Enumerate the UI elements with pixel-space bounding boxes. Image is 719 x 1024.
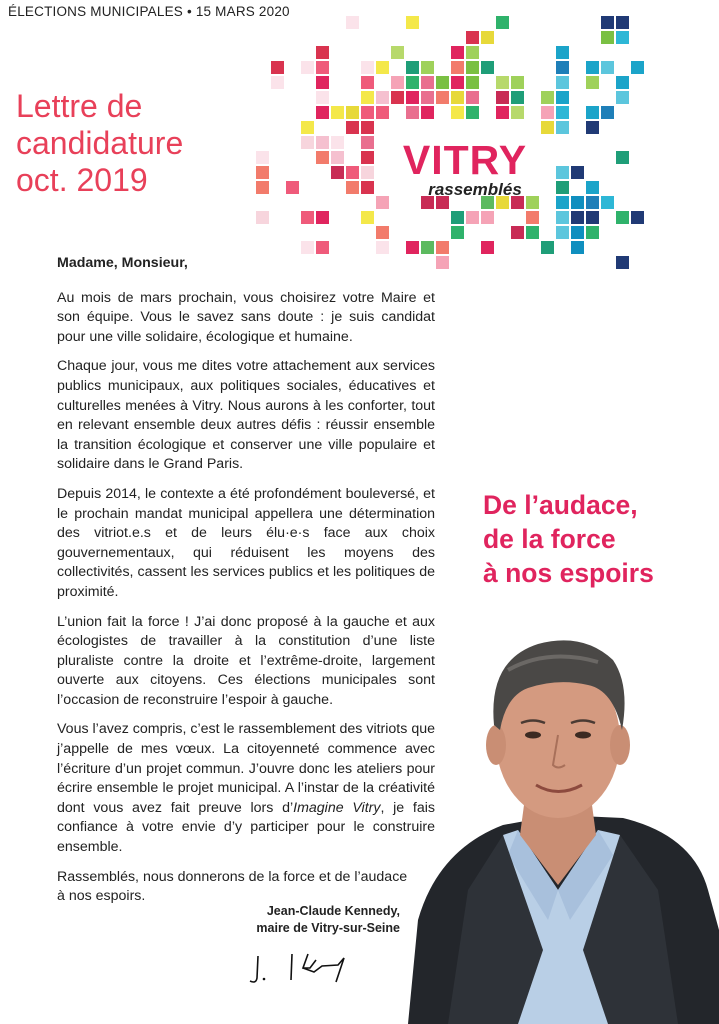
- signatory-name: Jean-Claude Kennedy,: [266, 904, 400, 918]
- campaign-logo: [385, 137, 545, 200]
- mosaic-tile: [376, 106, 389, 119]
- mosaic-tile: [586, 211, 599, 224]
- logo-wordmark: VITRY: [402, 137, 528, 183]
- title-line-3: oct. 2019: [16, 162, 148, 198]
- mosaic-tile: [316, 151, 329, 164]
- mosaic-tile: [316, 46, 329, 59]
- mosaic-tile: [571, 241, 584, 254]
- mosaic-tile: [451, 211, 464, 224]
- mosaic-tile: [436, 256, 449, 269]
- letter-paragraph: Chaque jour, vous me dites votre attachement aux services publics municipaux, aux politiques sociales, éducatives et culturelles menées à Vitry. Nous aurons à les conforter, tout en relevant ensemble deux autres défis : réussir ensemble la transition écologique et conserver une ville populaire et solidaire dans le Grand Paris.: [57, 358, 435, 473]
- paragraph-text: , je fais confiance à votre envie d’y participer pour le construire ensemble.: [57, 799, 435, 856]
- mosaic-tile: [556, 106, 569, 119]
- mosaic-tile: [391, 91, 404, 104]
- mosaic-tile: [256, 166, 269, 179]
- mosaic-tile: [511, 106, 524, 119]
- mosaic-tile: [571, 226, 584, 239]
- mosaic-tile: [601, 31, 614, 44]
- mosaic-tile: [316, 76, 329, 89]
- mosaic-tile: [316, 61, 329, 74]
- mosaic-tile: [556, 196, 569, 209]
- mosaic-tile: [451, 61, 464, 74]
- mosaic-tile: [556, 226, 569, 239]
- mosaic-tile: [376, 61, 389, 74]
- mosaic-tile: [271, 61, 284, 74]
- mosaic-tile: [436, 91, 449, 104]
- signature-block: [200, 903, 400, 937]
- mosaic-tile: [361, 151, 374, 164]
- mosaic-tile: [406, 16, 419, 29]
- mosaic-tile: [586, 61, 599, 74]
- mosaic-tile: [436, 76, 449, 89]
- mosaic-tile: [466, 76, 479, 89]
- mosaic-tile: [526, 226, 539, 239]
- mosaic-tile: [466, 91, 479, 104]
- closing-line-1: Rassemblés, nous donnerons de la force et de l’audace: [57, 868, 408, 885]
- handwritten-signature: [248, 948, 363, 988]
- mosaic-tile: [421, 76, 434, 89]
- mosaic-tile: [331, 136, 344, 149]
- mosaic-tile: [631, 61, 644, 74]
- mosaic-tile: [301, 241, 314, 254]
- project-name: Imagine Vitry: [293, 799, 381, 816]
- pixel-mosaic-logo: [255, 0, 655, 270]
- mosaic-tile: [361, 121, 374, 134]
- mosaic-tile: [541, 241, 554, 254]
- mosaic-tile: [421, 91, 434, 104]
- mosaic-tile: [466, 61, 479, 74]
- mosaic-tile: [331, 106, 344, 119]
- mosaic-tile: [526, 211, 539, 224]
- slogan-line-3: à nos espoirs: [483, 558, 654, 588]
- mosaic-tile: [421, 241, 434, 254]
- mosaic-tile: [556, 166, 569, 179]
- campaign-slogan: [483, 488, 654, 590]
- mosaic-tile: [511, 91, 524, 104]
- mosaic-tile: [406, 241, 419, 254]
- logo-tagline: rassemblés: [428, 180, 522, 199]
- mosaic-tile: [541, 121, 554, 134]
- mosaic-tile: [586, 226, 599, 239]
- title-line-1: Lettre de: [16, 88, 143, 124]
- mosaic-tile: [556, 61, 569, 74]
- letter-closing: [57, 868, 435, 907]
- mosaic-tile: [601, 196, 614, 209]
- mosaic-tile: [511, 226, 524, 239]
- mosaic-tile: [286, 181, 299, 194]
- mosaic-tile: [436, 241, 449, 254]
- mosaic-tile: [616, 31, 629, 44]
- mosaic-tile: [496, 91, 509, 104]
- mosaic-tile: [601, 61, 614, 74]
- mosaic-tile: [556, 46, 569, 59]
- mosaic-tile: [586, 181, 599, 194]
- mosaic-tile: [421, 61, 434, 74]
- letter-greeting: Madame, Monsieur,: [57, 255, 188, 271]
- letter-body: [57, 254, 435, 917]
- mosaic-tile: [301, 136, 314, 149]
- mosaic-tile: [361, 166, 374, 179]
- mosaic-tile: [481, 61, 494, 74]
- mosaic-tile: [496, 16, 509, 29]
- mosaic-tile: [361, 181, 374, 194]
- mosaic-tile: [466, 211, 479, 224]
- mosaic-tile: [496, 76, 509, 89]
- mosaic-tile: [316, 91, 329, 104]
- mosaic-tile: [316, 106, 329, 119]
- mosaic-tile: [376, 226, 389, 239]
- mosaic-tile: [406, 106, 419, 119]
- mosaic-tile: [556, 76, 569, 89]
- paragraph-text: Vous l’avez compris, c’est le rassemblement des vitriots que j’appelle de mes vœux. La citoyenneté commence avec l’écriture d’un projet commun. J’ouvre donc les ateliers pour écrire ensemble le projet municipal. A l’instar de la créativité dont vous avez fait preuve lors d’: [57, 721, 435, 816]
- mosaic-tile: [391, 46, 404, 59]
- mosaic-tile: [376, 91, 389, 104]
- mosaic-tile: [346, 106, 359, 119]
- signatory-role: maire de Vitry-sur-Seine: [256, 921, 400, 935]
- mosaic-tile: [421, 106, 434, 119]
- mosaic-tile: [331, 151, 344, 164]
- mosaic-tile: [406, 61, 419, 74]
- letter-paragraph: Depuis 2014, le contexte a été profondément bouleversé, et le prochain mandat municipal appellera une détermination des vitriot.e.s et de leurs élu·e·s face aux choix gouvernementaux, qui réduisent les moyens des collectivités, cassent les services publics et les politiques de proximité.: [57, 485, 435, 600]
- mosaic-tile: [361, 136, 374, 149]
- mosaic-tile: [451, 76, 464, 89]
- mosaic-tile: [616, 91, 629, 104]
- mosaic-tile: [466, 46, 479, 59]
- mosaic-tile: [481, 31, 494, 44]
- mosaic-tile: [361, 91, 374, 104]
- mosaic-tile: [346, 166, 359, 179]
- mosaic-tile: [556, 211, 569, 224]
- mosaic-tile: [586, 76, 599, 89]
- mosaic-tile: [556, 181, 569, 194]
- mosaic-tile: [346, 121, 359, 134]
- mosaic-tile: [616, 16, 629, 29]
- mosaic-tile: [346, 181, 359, 194]
- mosaic-tile: [346, 16, 359, 29]
- mosaic-tile: [301, 211, 314, 224]
- mosaic-tile: [451, 106, 464, 119]
- mosaic-tile: [316, 211, 329, 224]
- mosaic-tile: [406, 76, 419, 89]
- slogan-line-2: de la force: [483, 524, 616, 554]
- mosaic-tile: [256, 151, 269, 164]
- mosaic-tile: [586, 121, 599, 134]
- mosaic-tile: [511, 76, 524, 89]
- mosaic-tile: [601, 106, 614, 119]
- mosaic-tile: [301, 121, 314, 134]
- mosaic-tile: [271, 76, 284, 89]
- mosaic-tile: [481, 241, 494, 254]
- mosaic-tile: [256, 211, 269, 224]
- mosaic-tile: [466, 31, 479, 44]
- mosaic-tile: [631, 211, 644, 224]
- letter-paragraph: Au mois de mars prochain, vous choisirez votre Maire et son équipe. Vous le savez sans doute : je suis candidat pour une ville solidaire, écologique et humaine.: [57, 289, 435, 345]
- mosaic-tile: [466, 106, 479, 119]
- mosaic-tile: [586, 196, 599, 209]
- mosaic-tile: [556, 91, 569, 104]
- candidate-portrait: [408, 630, 719, 1024]
- mosaic-tile: [316, 136, 329, 149]
- mosaic-tile: [316, 241, 329, 254]
- mosaic-tile: [361, 106, 374, 119]
- mosaic-tile: [586, 106, 599, 119]
- mosaic-tile: [331, 166, 344, 179]
- mosaic-tile: [571, 196, 584, 209]
- letter-paragraph: [57, 720, 435, 857]
- mosaic-tile: [616, 211, 629, 224]
- mosaic-tile: [496, 106, 509, 119]
- mosaic-tile: [481, 211, 494, 224]
- mosaic-tile: [376, 241, 389, 254]
- mosaic-tile: [451, 46, 464, 59]
- mosaic-tile: [301, 61, 314, 74]
- closing-line-2: à nos espoirs.: [57, 888, 146, 905]
- letter-title: [16, 88, 183, 199]
- mosaic-tile: [616, 256, 629, 269]
- mosaic-tile: [361, 211, 374, 224]
- mosaic-tile: [361, 76, 374, 89]
- mosaic-tile: [571, 211, 584, 224]
- mosaic-tile: [601, 16, 614, 29]
- mosaic-tile: [391, 76, 404, 89]
- title-line-2: candidature: [16, 125, 184, 161]
- mosaic-tile: [256, 181, 269, 194]
- mosaic-tile: [571, 166, 584, 179]
- mosaic-tile: [451, 226, 464, 239]
- mosaic-tile: [616, 76, 629, 89]
- mosaic-tile: [361, 61, 374, 74]
- election-date-header: ÉLECTIONS MUNICIPALES • 15 MARS 2020: [8, 4, 290, 19]
- mosaic-tile: [616, 151, 629, 164]
- mosaic-tile: [541, 106, 554, 119]
- mosaic-tile: [541, 91, 554, 104]
- letter-paragraph: L’union fait la force ! J’ai donc proposé à la gauche et aux écologistes de travailler à la constitution d’une liste pluraliste contre la droite et l’extrême-droite, largement ouverte aux citoyens. Ces élections municipales sont l’occasion de reconstruire l’espoir à gauche.: [57, 613, 435, 708]
- mosaic-tile: [451, 91, 464, 104]
- mosaic-tile: [406, 91, 419, 104]
- slogan-line-1: De l’audace,: [483, 490, 638, 520]
- mosaic-tile: [556, 121, 569, 134]
